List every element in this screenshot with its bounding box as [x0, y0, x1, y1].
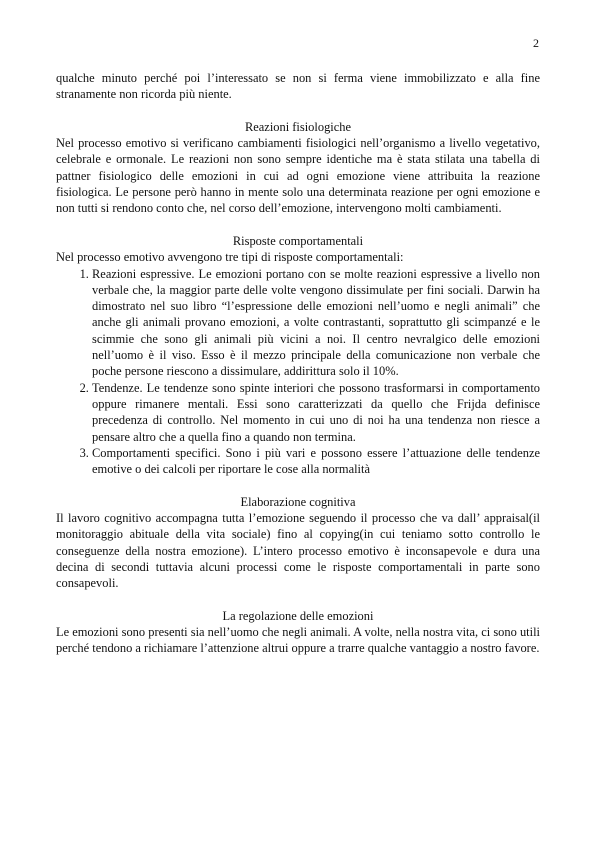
section-paragraph-elaborazione-cognitiva: Il lavoro cognitivo accompagna tutta l’emozione seguendo il processo che va dall’ appraisal(il monitoraggio abituale della vita sociale) fino al copying(in cui teniamo sotto controllo le conseguenze della nostra emozione). L’intero processo emotivo è inconsapevole e dura una decina di secondi tuttavia alcuni processi come le risposte comportamentali in parte sono consapevoli.: [56, 511, 540, 591]
intro-paragraph: qualche minuto perché poi l’interessato se non si ferma viene immobilizzato e alla fine stranamente non ricorda più niente.: [56, 71, 540, 102]
paragraph-spacer: [56, 592, 540, 608]
paragraph-spacer: [56, 103, 540, 119]
section-paragraph-regolazione-emozioni: Le emozioni sono presenti sia nell’uomo che negli animali. A volte, nella nostra vita, ci sono utili perché tendono a richiamare l’attenzione altrui oppure a trarre qualche vantaggio a nostro favore.: [56, 625, 540, 656]
list-item: 3. Comportamenti specifici. Sono i più vari e possono essere l’attuazione delle tendenze emotive o dei calcoli per riportare le cose alla normalità: [92, 445, 540, 478]
page-number: 2: [533, 36, 539, 50]
section-heading-regolazione-emozioni: La regolazione delle emozioni: [222, 608, 374, 623]
list-item: 2. Tendenze. Le tendenze sono spinte interiori che possono trasformarsi in comportamento oppure rimanere mentali. Essi sono caratterizzati da quello che Frijda definisce precedenza di controllo. Nel momento in cui uno di noi ha una tendenza non riesce a pensare altro che a quella fino a quando non termina.: [92, 380, 540, 445]
section-heading-reazioni-fisiologiche: Reazioni fisiologiche: [244, 119, 352, 134]
behavioral-responses-list: [56, 266, 540, 478]
paragraph-spacer: [56, 477, 540, 493]
section-heading-elaborazione-cognitiva: Elaborazione cognitiva: [240, 494, 356, 509]
section-paragraph-risposte-comportamentali: Nel processo emotivo avvengono tre tipi di risposte comportamentali:: [56, 250, 404, 265]
document-body: [56, 70, 540, 657]
section-heading-risposte-comportamentali: Risposte comportamentali: [232, 233, 364, 248]
list-item: 1. Reazioni espressive. Le emozioni portano con se molte reazioni espressive a livello non verbale che, la maggior parte delle volte vengono dissimulate per fini sociali. Darwin ha dimostrato nel suo libro “l’espressione delle emozioni nell’uomo e negli animali” che anche gli animali provano emozioni, a volte contrastanti, soprattutto gli scimpanzé e le scimmie che sono gli animali più vicini a noi. Il centro nevralgico delle emozioni nell’uomo è il viso. Esso è il mezzo principale della comunicazione non verbale che poche persone riescono a dissimulare, addirittura solo il 10%.: [92, 266, 540, 380]
section-paragraph-reazioni-fisiologiche: Nel processo emotivo si verificano cambiamenti fisiologici nell’organismo a livello vegetativo, celebrale e ormonale. Le reazioni non sono sempre identiche ma è stata stilata una tabella di pattner fisiologico delle emozioni in cui ad ogni emozione viene attribuita la reazione fisiologica. Le persone però hanno in mente solo una determinata reazione per ogni emozione e non tutti si rendono conto che, nel corso dell’emozione, intervengono molti cambiamenti.: [56, 136, 540, 216]
paragraph-spacer: [56, 217, 540, 233]
